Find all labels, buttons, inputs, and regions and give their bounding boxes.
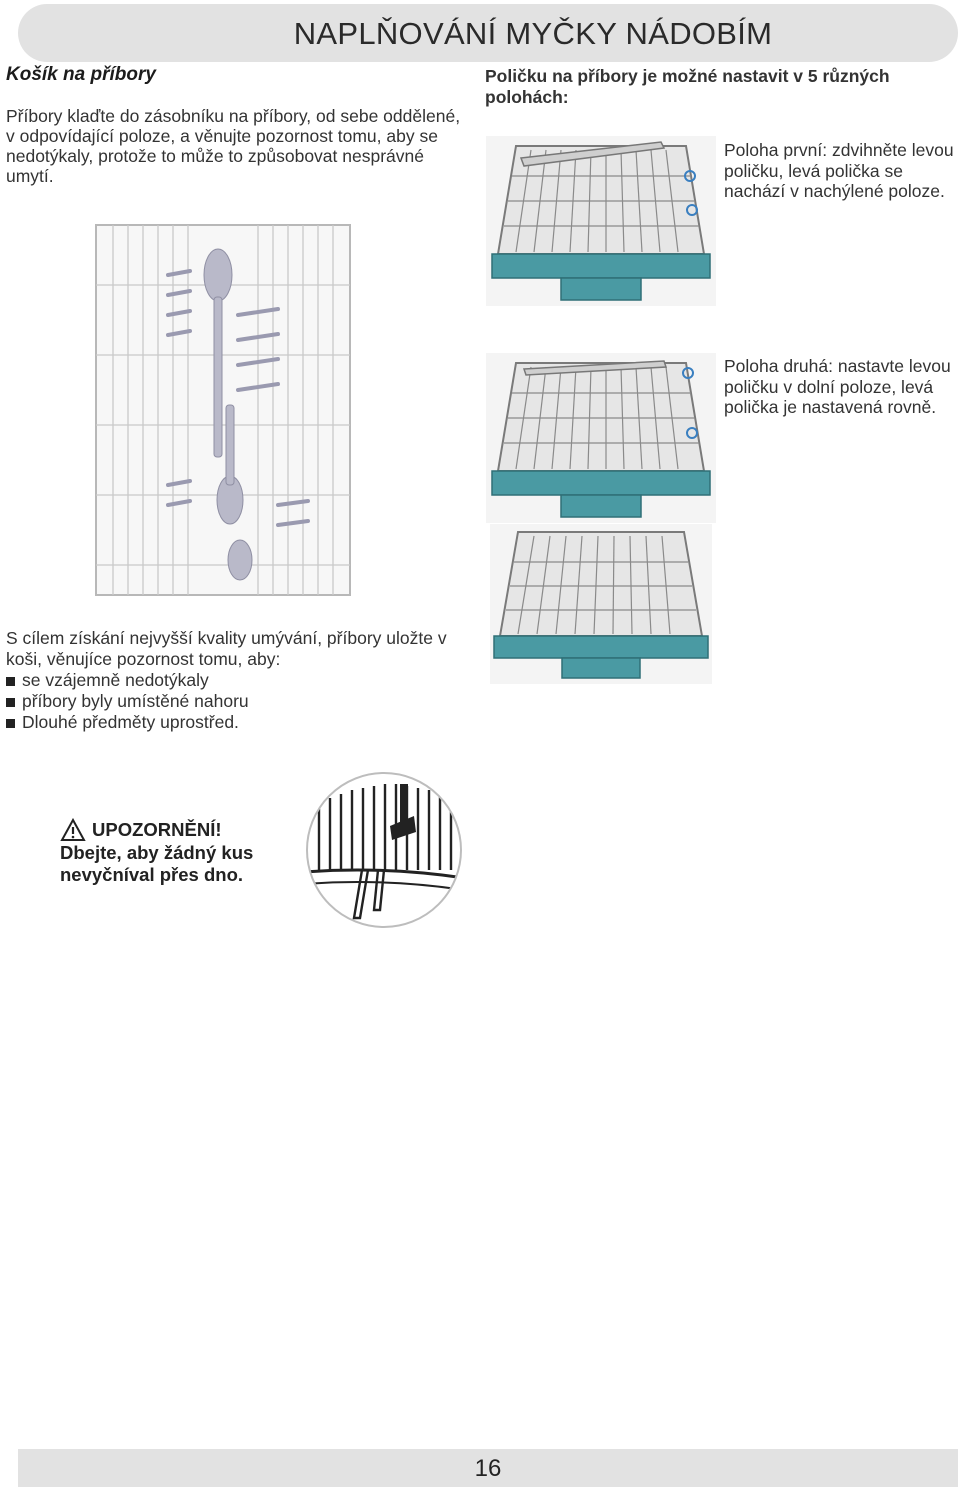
- position-1-text: Poloha první: zdvihněte levou poličku, levá polička se nachází v nachýlené poloze.: [724, 140, 954, 201]
- tips-intro: S cílem získání nejvyšší kvality umývání, příbory uložte v koši, věnujíce pozornost tomu, aby:: [6, 628, 447, 669]
- rack-position-1-image: [486, 136, 716, 306]
- section-heading: Košík na příbory: [6, 64, 156, 85]
- warning-text: Dbejte, aby žádný kus nevyčníval přes dno.: [60, 842, 254, 885]
- list-item: příbory byly umístěné nahoru: [6, 691, 476, 712]
- tips-list: [6, 670, 476, 733]
- rack-position-3-image: [490, 524, 712, 684]
- footer-bar: [18, 1449, 958, 1487]
- warning-box: [60, 818, 320, 886]
- list-item: se vzájemně nedotýkaly: [6, 670, 476, 691]
- position-2-text: Poloha druhá: nastavte levou poličku v dolní poloze, levá polička je nastavená rovně.: [724, 356, 951, 417]
- cutlery-protrusion-image: [304, 770, 464, 930]
- cutlery-basket-image: [78, 205, 368, 600]
- shelf-positions-heading: Poličku na příbory je možné nastavit v 5 různých polohách:: [485, 66, 890, 107]
- header-bar: [18, 4, 958, 62]
- rack-position-2-image: [486, 353, 716, 523]
- page-title: NAPLŇOVÁNÍ MYČKY NÁDOBÍM: [293, 16, 773, 51]
- page-number: 16: [474, 1455, 502, 1482]
- intro-paragraph: Příbory klaďte do zásobníku na příbory, od sebe oddělené, v odpovídající poloze, a věnujte pozornost tomu, aby se nedotýkaly, protože to může to způsobovat nesprávné umytí.: [6, 106, 461, 186]
- warning-title: UPOZORNĚNÍ!: [92, 819, 222, 840]
- loading-tips: [6, 628, 476, 733]
- list-item: Dlouhé předměty uprostřed.: [6, 712, 476, 733]
- warning-triangle-icon: [60, 818, 86, 842]
